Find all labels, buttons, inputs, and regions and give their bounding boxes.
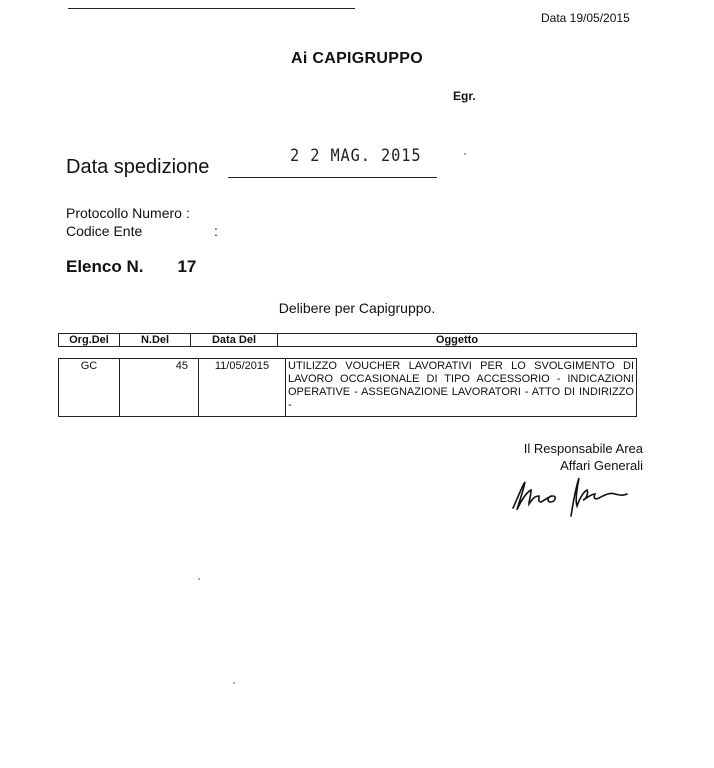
- document-title: Ai CAPIGRUPPO: [291, 50, 423, 67]
- table-header: [58, 333, 637, 347]
- responsabile-line2: Affari Generali: [560, 458, 643, 473]
- col-n-del: N.Del: [120, 334, 191, 347]
- elenco-label: Elenco N.: [66, 257, 144, 276]
- cell-data-del: 11/05/2015: [199, 359, 286, 417]
- spedizione-label: Data spedizione: [66, 156, 210, 178]
- elenco-number: 17: [177, 257, 197, 276]
- scan-speck: [198, 578, 200, 580]
- protocollo-block: [66, 204, 218, 240]
- spedizione-stamp-date: 2 2 MAG. 2015: [290, 146, 422, 166]
- table-row: [59, 359, 637, 417]
- col-oggetto: Oggetto: [278, 334, 637, 347]
- responsabile-line1: Il Responsabile Area: [523, 441, 643, 456]
- delibere-subtitle: Delibere per Capigruppo.: [278, 300, 436, 316]
- responsabile-block: [450, 440, 643, 474]
- codice-ente-label: Codice Ente: [66, 223, 143, 239]
- spedizione-underline: [228, 177, 437, 178]
- cell-n-del: 45: [120, 359, 199, 417]
- top-rule: [68, 8, 355, 9]
- cell-oggetto: UTILIZZO VOUCHER LAVORATIVI PER LO SVOLGIMENTO DI LAVORO OCCASIONALE DI TIPO ACCESSORIO - INDICAZIONI OPERATIVE - ASSEGNAZIONE LAVORATORI - ATTO DI INDIRIZZO -: [286, 359, 637, 417]
- protocollo-numero-label: Protocollo Numero :: [66, 205, 190, 221]
- document-date: Data 19/05/2015: [541, 11, 630, 25]
- recipient-label: Egr.: [453, 89, 476, 103]
- signature-image: [505, 470, 635, 520]
- elenco-heading: [66, 257, 196, 277]
- col-org-del: Org.Del: [59, 334, 120, 347]
- scan-speck: [233, 682, 235, 684]
- cell-org-del: GC: [59, 359, 120, 417]
- scan-speck: [464, 153, 466, 155]
- col-data-del: Data Del: [191, 334, 278, 347]
- delibere-table: [58, 358, 637, 417]
- codice-ente-colon: :: [214, 223, 218, 239]
